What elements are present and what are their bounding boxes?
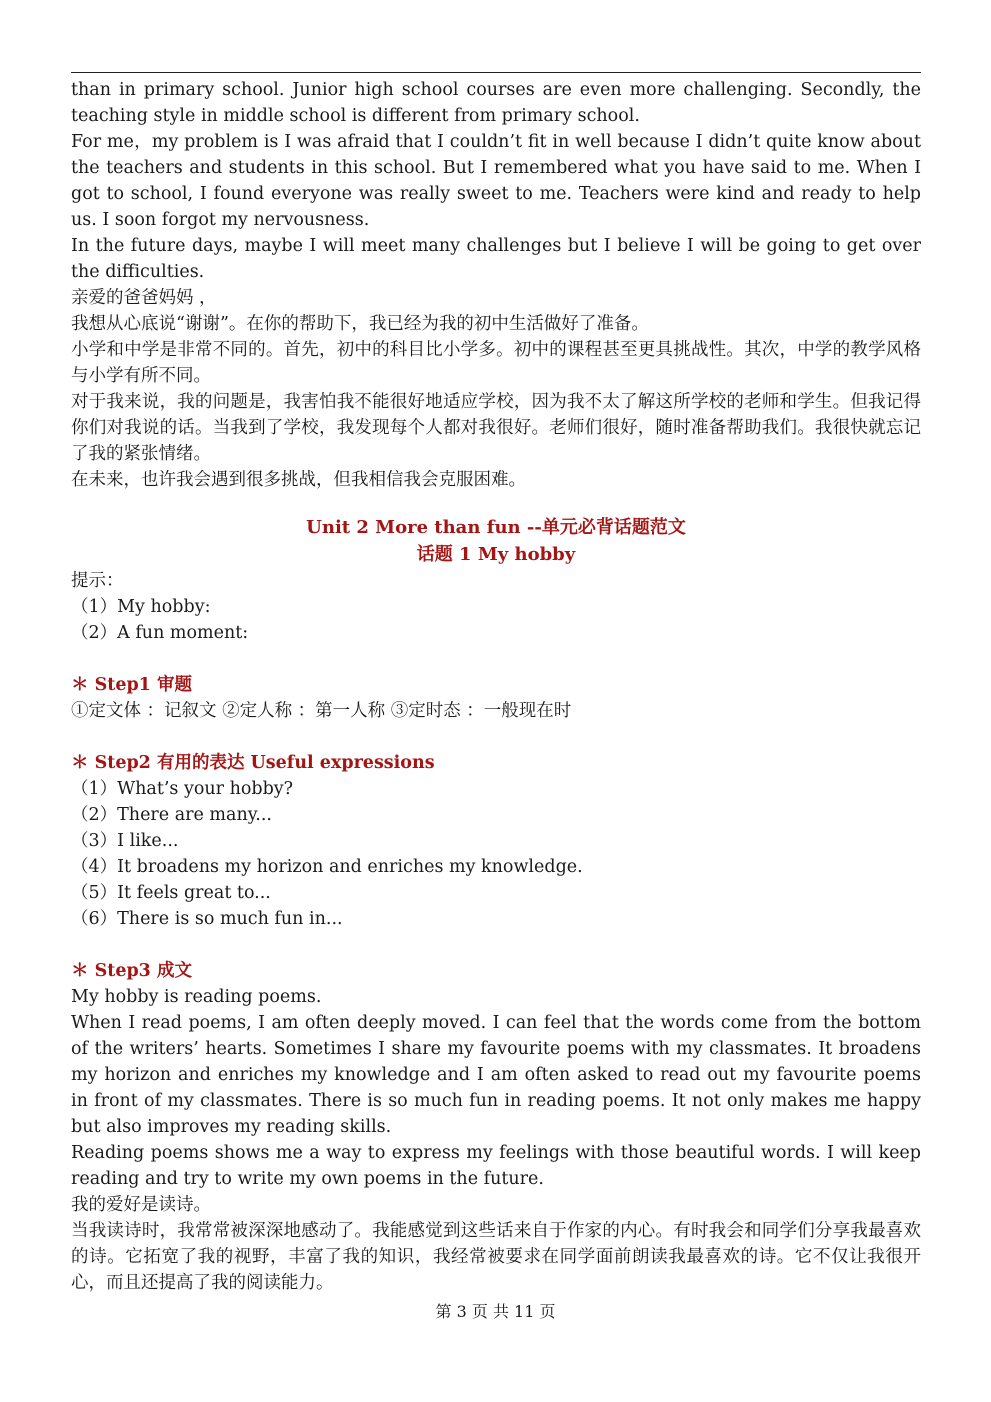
expression-item: （4）It broadens my horizon and enriches my knowledge.: [71, 857, 583, 877]
essay-zh-paragraph: 我的爱好是读诗。: [71, 1195, 211, 1215]
hint-item: （1）My hobby:: [71, 597, 211, 617]
letter-paragraph: In the future days, maybe I will meet many challenges but I believe I will be going to get over the difficulties.: [71, 236, 921, 282]
step3-title: ＊ Step3 成文: [71, 961, 192, 981]
hints-label: 提示：: [71, 571, 124, 591]
top-rule: [71, 72, 921, 73]
step1-content: ①定文体 ：记叙文 ②定人称 ：第一人称 ③定时态 ：一般现在时: [71, 701, 572, 721]
expression-item: （1）What’s your hobby?: [71, 779, 294, 799]
essay-paragraph: When I read poems, I am often deeply moved. I can feel that the words come from the bottom of the writers’ hearts. Sometimes I share my favourite poems with my classmates. It broadens my horizon and enriches my knowledge and I am often asked to read out my favourite poems in front of my classmates. There is so much fun in reading poems. It not only makes me happy but also improves my reading skills.: [71, 1013, 921, 1137]
letter-zh-paragraph: 我想从心底说“谢谢”。在你的帮助下，我已经为我的初中生活做好了准备。: [71, 314, 649, 334]
expression-item: （2）There are many...: [71, 805, 272, 825]
letter-zh-paragraph: 对于我来说，我的问题是，我害怕我不能很好地适应学校，因为我不太了解这所学校的老师和学生。但我记得你们对我说的话。当我到了学校，我发现每个人都对我很好。老师们很好，随时准备帮助我们。我很快就忘记了我的紧张情绪。: [71, 392, 921, 464]
letter-paragraph: For me，my problem is I was afraid that I couldn’t fit in well because I didn’t quite know about the teachers and students in this school. But I remembered what you have said to me. When I got to school, I found everyone was really sweet to me. Teachers were kind and ready to help us. I soon forgot my nervousness.: [71, 132, 921, 230]
essay-paragraph: Reading poems shows me a way to express my feelings with those beautiful words. I will keep reading and try to write my own poems in the future.: [71, 1143, 921, 1189]
hint-item: （2）A fun moment:: [71, 623, 249, 643]
letter-chinese: [71, 285, 921, 493]
unit-title: Unit 2 More than fun --单元必背话题范文: [306, 517, 686, 538]
letter-zh-paragraph: 在未来，也许我会遇到很多挑战，但我相信我会克服困难。: [71, 470, 526, 490]
letter-english: [71, 77, 921, 285]
letter-zh-paragraph: 亲爱的爸爸妈妈 ，: [71, 288, 217, 308]
essay-paragraph: My hobby is reading poems.: [71, 987, 322, 1007]
essay-zh-paragraph: 当我读诗时，我常常被深深地感动了。我能感觉到这些话来自于作家的内心。有时我会和同学们分享我最喜欢的诗。它拓宽了我的视野，丰富了我的知识，我经常被要求在同学面前朗读我最喜欢的诗。它不仅让我很开心，而且还提高了我的阅读能力。: [71, 1221, 921, 1293]
expression-item: （3）I like...: [71, 831, 179, 851]
topic-title: 话题 1 My hobby: [416, 544, 576, 565]
step2-title: ＊ Step2 有用的表达 Useful expressions: [71, 753, 435, 773]
page-number: 第 3 页 共 11 页: [435, 1302, 556, 1321]
letter-zh-paragraph: 小学和中学是非常不同的。首先，初中的科目比小学多。初中的课程甚至更具挑战性。其次，中学的教学风格与小学有所不同。: [71, 340, 921, 386]
expression-item: （6）There is so much fun in...: [71, 909, 343, 929]
expression-item: （5）It feels great to...: [71, 883, 271, 903]
document-page: [71, 72, 921, 1296]
step1-title: ＊ Step1 审题: [71, 675, 192, 695]
letter-paragraph: than in primary school. Junior high school courses are even more challenging. Secondly, the teaching style in middle school is different from primary school.: [71, 80, 921, 126]
